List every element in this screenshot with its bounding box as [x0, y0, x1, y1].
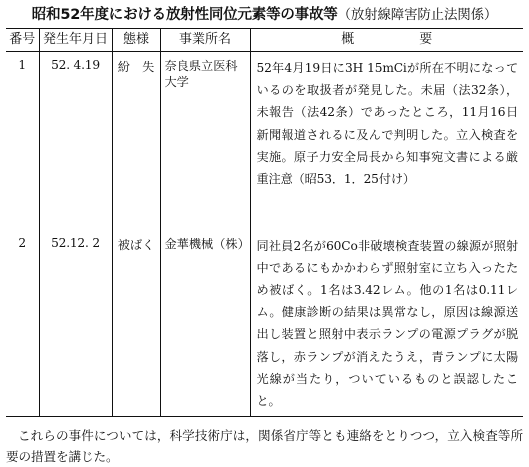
row-date: 52.12. 2: [39, 230, 112, 417]
header-organization: 事業所名: [160, 29, 250, 52]
title-main: 昭和52年度における放射性同位元素等の事故等: [31, 7, 338, 23]
row-mode: 被ばく: [112, 230, 160, 417]
row-mode: 紛 失: [112, 52, 160, 230]
header-summary: 概 要: [250, 29, 523, 52]
header-mode: 態様: [112, 29, 160, 52]
row-summary: 52年4月19日に3H 15mCiが所在不明になっているのを取扱者が発見した。未届（法32条），未報告（法42条）であったところ，11月16日新聞報道されるに及んで判明した。立入検査を実施。原子力安全局長から知事宛文書による厳重注意（昭53．1．25付け）: [250, 52, 523, 230]
table-header-row: [6, 29, 523, 52]
title-subtitle: （放射線障害防止法関係）: [337, 7, 498, 23]
row-organization: 金華機械（株）: [160, 230, 250, 417]
footer-paragraph: これらの事件については，科学技術庁は，関係省庁等とも連絡をとりつつ，立入検査等所要の措置を講じた。: [6, 428, 523, 465]
row-summary: 同社員2名が60Co非破壊検査装置の線源が照射中であるにもかかわらず照射室に立ち入ったため被ばく。1名は3.42レム。他の1名は0.11レム。健康診断の結果は異常なし，原因は線源送出し装置と照射中表示ランプの電源プラグが脱落し，赤ランプが消えたうえ，青ランプに太陽光線が当たり，ついているものと誤認したこと。: [250, 230, 523, 417]
row-date: 52. 4.19: [39, 52, 112, 230]
row-number: 1: [18, 58, 27, 72]
header-date: 発生年月日: [39, 29, 112, 52]
table-row: [6, 230, 523, 417]
row-organization: 奈良県立医科大学: [160, 52, 250, 230]
row-number: 2: [6, 230, 39, 417]
table-row: [6, 52, 523, 230]
header-number: 番号: [6, 29, 39, 52]
document-title: [6, 4, 523, 26]
incident-table: [6, 28, 523, 417]
